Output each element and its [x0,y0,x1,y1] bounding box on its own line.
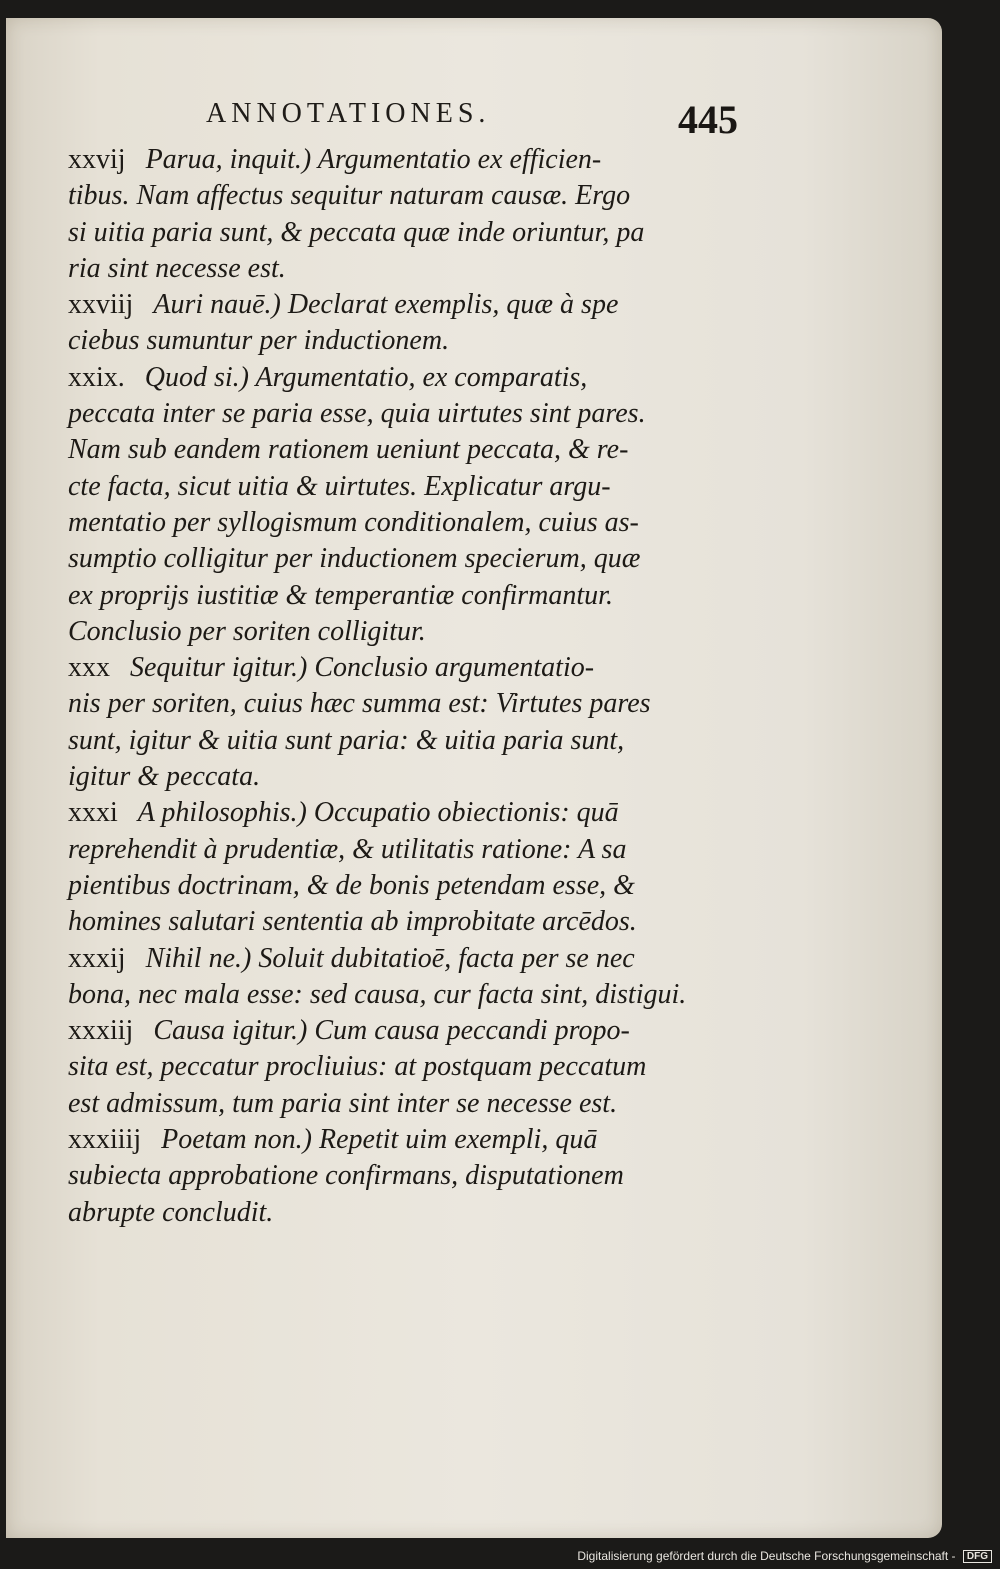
text-line [68,541,708,577]
line-text: Causa igitur.) Cum causa peccandi propo- [153,1015,630,1047]
note-number: xxix. [68,361,125,393]
running-header: ANNOTATIONES. [206,98,491,129]
line-text: pientibus doctrinam, & de bonis petendam esse, & [68,869,635,901]
text-line [68,578,708,614]
line-text: homines salutari sententia ab improbitate arcēdos. [68,906,637,938]
text-line [68,723,708,759]
line-text: ria sint necesse est. [68,252,286,284]
text-line [68,759,708,795]
text-line [68,396,708,432]
line-text: Auri nauē.) Declarat exemplis, quæ à spe [153,289,619,321]
line-text: Quod si.) Argumentatio, ex comparatis, [144,361,588,393]
text-line [68,432,708,468]
text-line [68,505,708,541]
note-number: xxviij [68,289,134,321]
note-number: xxvij [68,144,126,175]
note-number: xxxiij [68,1015,134,1047]
line-text: tibus. Nam affectus sequitur naturam causæ. Ergo [68,180,631,212]
line-text: subiecta approbatione confirmans, disputationem [68,1160,624,1192]
note-number: xxxi [68,797,118,829]
line-text: bona, nec mala esse: sed causa, cur facta sint, distigui. [68,978,687,1010]
digitization-credit [0,1549,992,1563]
text-line [68,1158,708,1194]
text-line [68,287,708,323]
text-line [68,469,708,505]
line-text: Nam sub eandem rationem ueniunt peccata, & re- [68,434,629,466]
line-text: Poetam non.) Repetit uim exempli, quā [161,1124,598,1156]
text-line [68,215,708,251]
annotation-text [68,142,708,1231]
note-number: xxxij [68,942,126,974]
line-text: Conclusio per soriten colligitur. [68,615,426,647]
line-text: peccata inter se paria esse, quia uirtutes sint pares. [68,398,646,430]
line-text: cte facta, sicut uitia & uirtutes. Explicatur argu- [68,470,611,502]
text-line [68,360,708,396]
text-line [68,142,708,178]
text-line [68,1086,708,1122]
book-page [6,18,942,1538]
line-text: Sequitur igitur.) Conclusio argumentatio- [130,652,595,684]
text-line [68,1195,708,1231]
dfg-logo: DFG [963,1550,992,1563]
text-line [68,323,708,359]
line-text: A philosophis.) Occupatio obiectionis: quā [137,797,619,829]
text-line [68,614,708,650]
line-text: nis per soriten, cuius hæc summa est: Virtutes pares [68,688,651,720]
text-line [68,1013,708,1049]
text-line [68,941,708,977]
line-text: sunt, igitur & uitia sunt paria: & uitia paria sunt, [68,724,625,756]
line-text: ex proprijs iustitiæ & temperantiæ confirmantur. [68,579,613,611]
text-line [68,795,708,831]
line-text: sita est, peccatur procliuius: at postquam peccatum [68,1051,647,1083]
credit-text: Digitalisierung gefördert durch die Deutsche Forschungsgemeinschaft - [577,1548,956,1563]
text-line [68,977,708,1013]
text-line [68,178,708,214]
line-text: ciebus sumuntur per inductionem. [68,325,450,357]
text-line [68,904,708,940]
text-line [68,251,708,287]
page-number: 445 [678,97,738,142]
line-text: abrupte concludit. [68,1196,274,1228]
line-text: Nihil ne.) Soluit dubitatioē, facta per se nec [145,942,635,974]
line-text: sumptio colligitur per inductionem specierum, quæ [68,543,641,575]
text-line [68,650,708,686]
text-line [68,868,708,904]
text-line [68,686,708,722]
text-line [68,1122,708,1158]
line-text: igitur & peccata. [68,761,261,793]
line-text: reprehendit à prudentiæ, & utilitatis ratione: A sa [68,833,627,865]
note-number: xxx [68,652,110,684]
line-text: mentatio per syllogismum conditionalem, cuius as- [68,506,639,538]
note-number: xxxiiij [68,1124,142,1156]
text-line [68,1049,708,1085]
text-line [68,832,708,868]
line-text: si uitia paria sunt, & peccata quæ inde oriuntur, pa [68,216,645,248]
line-text: est admissum, tum paria sint inter se necesse est. [68,1087,618,1119]
line-text: Parua, inquit.) Argumentatio ex efficien- [145,144,602,175]
